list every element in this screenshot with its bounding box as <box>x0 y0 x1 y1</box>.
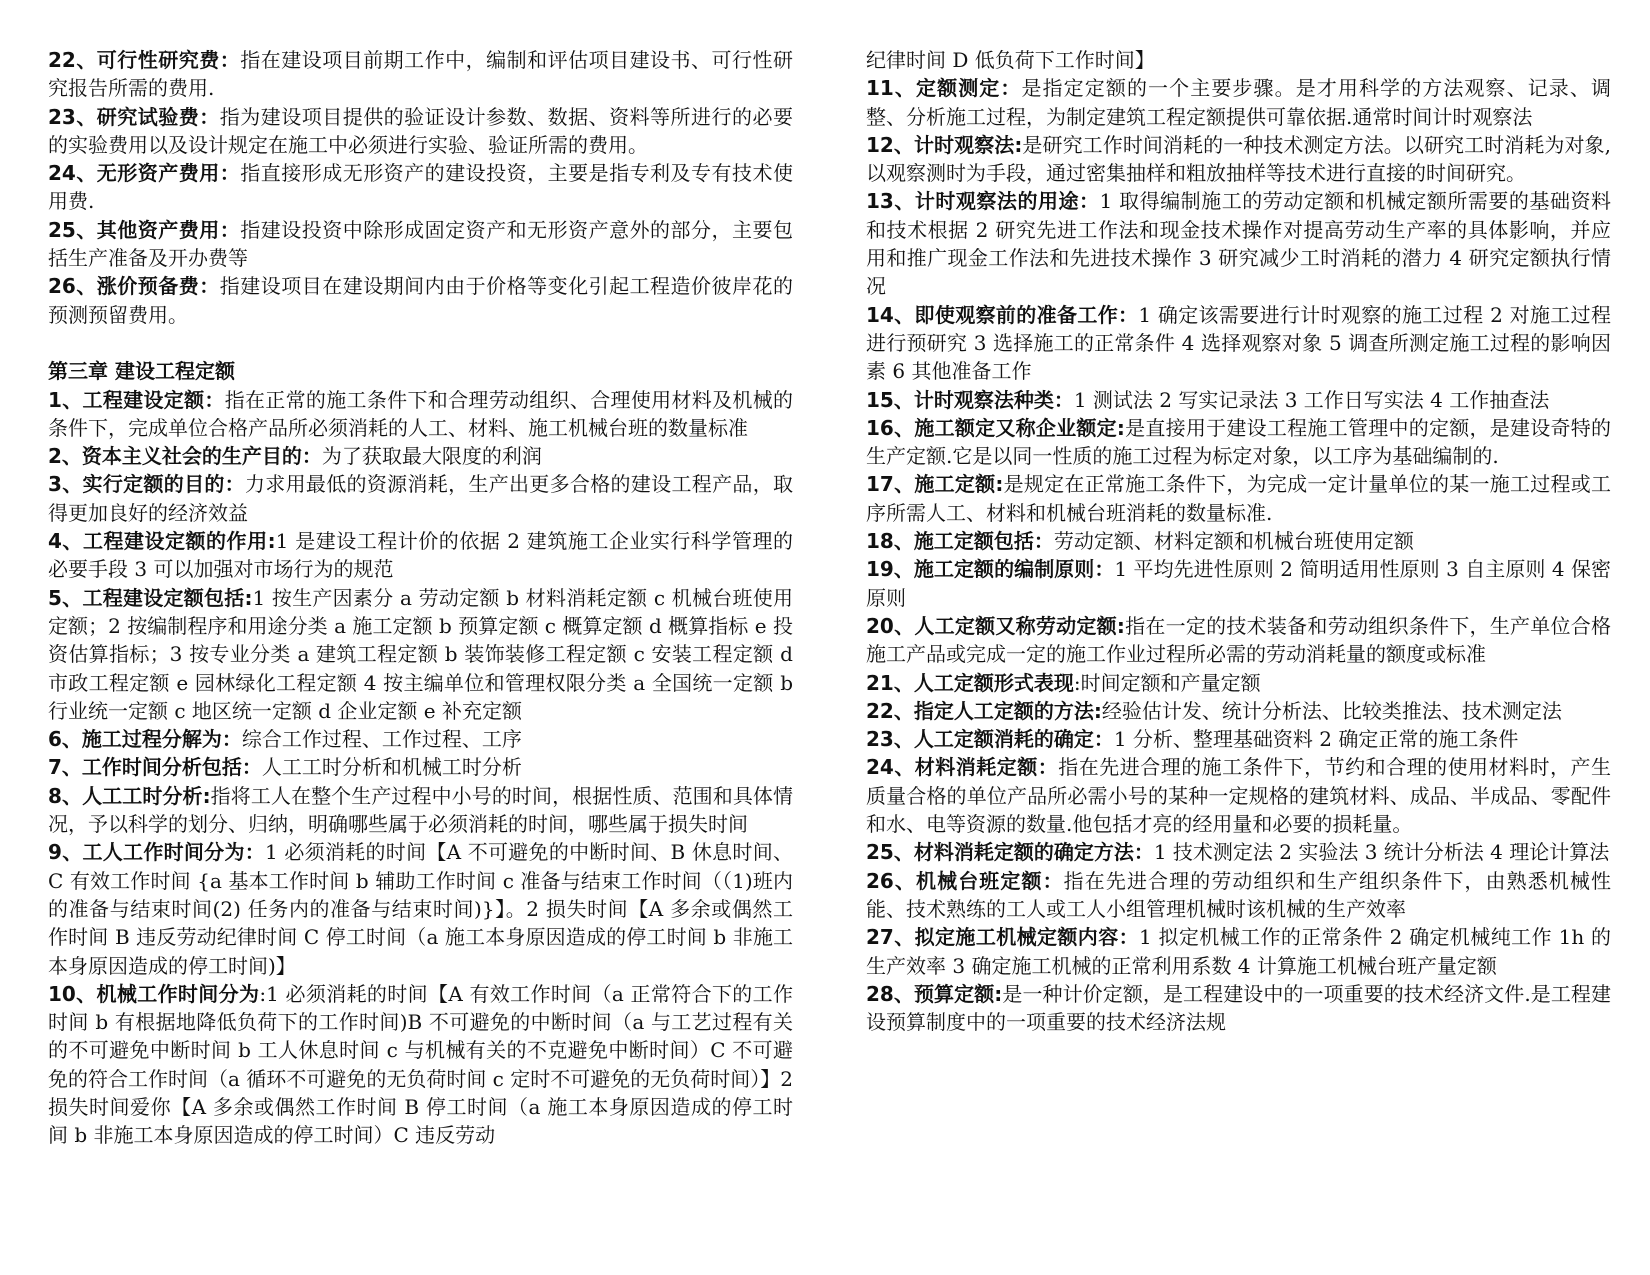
entry-term: 27、拟定施工机械定额内容： <box>866 925 1140 950</box>
entry <box>866 386 1611 414</box>
entry-text: 是一种计价定额，是工程建设中的一项重要的技术经济文件.是工程建设预算制度中的一项重要的技术经济法规 <box>866 981 1611 1035</box>
entry-term: 8、人工工时分析: <box>48 783 211 808</box>
entry-term: 17、施工定额: <box>866 472 1004 497</box>
entry-term: 3、实行定额的目的： <box>48 472 245 497</box>
section-gap <box>48 329 793 357</box>
entry <box>48 216 793 273</box>
entry <box>866 612 1611 669</box>
entry-term: 28、预算定额: <box>866 981 1003 1006</box>
entry-term: 26、机械台班定额： <box>866 868 1064 893</box>
entry <box>48 782 793 839</box>
entry-text: 1 拟定机械工作的正常条件 2 确定机械纯工作 1h 的生产效率 3 确定施工机械的正常利用系数 4 计算施工机械台班产量定额 <box>866 925 1612 978</box>
entry-text: 1 确定该需要进行计时观察的施工过程 2 对施工过程进行预研究 3 选择施工的正常条件 4 选择观察对象 5 调查所测定施工过程的影响因素 6 其他准备工作 <box>866 302 1611 384</box>
entry-text: 指在先进合理的劳动组织和生产组织条件下，由熟悉机械性能、技术熟练的工人或工人小组管理机械时该机械的生产效率 <box>866 868 1611 921</box>
entry <box>866 753 1611 838</box>
entry <box>48 980 793 1150</box>
entry-term: 2、资本主义社会的生产目的： <box>48 444 322 469</box>
entry-text: 指直接形成无形资产的建设投资，主要是指专利及专有技术使用费. <box>48 161 793 214</box>
entry-term: 13、计时观察法的用途： <box>866 189 1100 214</box>
entry-term: 24、无形资产费用： <box>48 161 241 186</box>
entry-text: 指将工人在整个生产过程中小号的时间，根据性质、范围和具体情况，予以科学的划分、归纳，明确哪些属于必须消耗的时间，哪些属于损失时间 <box>48 783 794 837</box>
entry-text: :时间定额和产量定额 <box>1073 670 1261 695</box>
entry-term: 25、其他资产费用： <box>48 217 241 242</box>
entry-text: 指建设项目在建设期间内由于价格等变化引起工程造价彼岸花的预测预留费用。 <box>48 274 794 327</box>
entry-text: 经验估计发、统计分析法、比较类推法、技术测定法 <box>1101 698 1562 723</box>
entry-text: 为了获取最大限度的利润 <box>321 444 542 469</box>
entry-text: 1 技术测定法 2 实验法 3 统计分析法 4 理论计算法 <box>1153 840 1610 865</box>
entry-text: 是直接用于建设工程施工管理中的定额，是建设奇特的生产定额.它是以同一性质的施工过程为标定对象，以工序为基础编制的. <box>866 415 1611 469</box>
entry-term: 22、指定人工定额的方法: <box>866 698 1102 723</box>
entry-term: 14、即使观察前的准备工作： <box>866 302 1139 327</box>
entry-text: 是指定定额的一个主要步骤。是才用科学的方法观察、记录、调整、分析施工过程，为制定建筑工程定额提供可靠依据.通常时间计时观察法 <box>866 76 1611 129</box>
entry <box>866 669 1611 697</box>
entry-term: 16、施工额定又称企业额定: <box>866 415 1125 440</box>
entry-text: 1 按生产因素分 a 劳动定额 b 材料消耗定额 c 机械台班使用定额；2 按编制程序和用途分类 a 施工定额 b 预算定额 c 概算定额 d 概算指标 e 投资估算指标；3 按专业分类 a 建筑工程定额 b 装饰装修工程定额 c 安装工程定额 d 市政工程定额 e 园林绿化工程定额 4 按主编单位和管理权限分类 a 全国统一定额 b 行业统一定额 c 地区统一定额 d 企业定额 e 补充定额 <box>48 585 793 723</box>
entry-term: 15、计时观察法种类： <box>866 387 1074 412</box>
entry <box>48 46 793 103</box>
entry <box>866 725 1611 753</box>
entry <box>866 301 1611 386</box>
entry-term: 22、可行性研究费： <box>48 48 241 72</box>
entry <box>866 555 1611 612</box>
entry <box>866 414 1611 471</box>
entry <box>48 442 793 470</box>
entry-term: 4、工程建设定额的作用: <box>48 529 276 554</box>
entry-text: 是研究工作时间消耗的一种技术测定方法。以研究工时消耗为对象,以观察测时为手段，通过密集抽样和粗放抽样等技术进行直接的时间研究。 <box>866 132 1611 186</box>
entry-term: 7、工作时间分析包括： <box>48 755 262 780</box>
entry-term: 12、计时观察法: <box>866 132 1023 157</box>
entry-text: 1 必须消耗的时间【A 不可避免的中断时间、B 休息时间、C 有效工作时间 {a 基本工作时间 b 辅助工作时间 c 准备与结束工作时间（（1)班内的准备与结束时间(2) 任务内的准备与结束时间)}】。2 损失时间【A 多余或偶然工作时间 B 违反劳动纪律时间 C 停工时间（a 施工本身原因造成的停工时间 b 非施工本身原因造成的停工时间)】 <box>48 840 793 978</box>
entry-text: 1 分析、整理基础资料 2 确定正常的施工条件 <box>1113 727 1519 752</box>
entry <box>866 697 1611 725</box>
entry-text: 指在先进合理的施工条件下，节约和合理的使用材料时，产生质量合格的单位产品所必需小号的某种一定规格的建筑材料、成品、半成品、零配件和水、电等资源的数量.他包括才亮的经用量和必要的损耗量。 <box>866 755 1611 837</box>
entry-text: 指建设投资中除形成固定资产和无形资产意外的部分，主要包括生产准备及开办费等 <box>48 217 793 271</box>
entry-term: 1、工程建设定额： <box>48 387 225 412</box>
entry-term: 21、人工定额形式表现 <box>866 670 1074 695</box>
entry-term: 10、机械工作时间分为 <box>48 981 260 1006</box>
entry-term: 20、人工定额又称劳动定额: <box>866 613 1125 638</box>
entry <box>48 272 793 329</box>
entry <box>866 923 1611 980</box>
entry-term: 18、施工定额包括： <box>866 529 1054 554</box>
entry-term: 19、施工定额的编制原则： <box>866 557 1115 582</box>
entry <box>866 187 1611 300</box>
entry-term: 6、施工过程分解为： <box>48 727 242 752</box>
entry-text: 1 取得编制施工的劳动定额和机械定额所需要的基础资料和技术根据 2 研究先进工作法和现金技术操作对提高劳动生产率的具体影响，并应用和推广现金工作法和先进技术操作 3 研究减少工时消耗的潜力 4 研究定额执行情况 <box>866 189 1611 299</box>
entry-term: 25、材料消耗定额的确定方法： <box>866 840 1154 865</box>
entry <box>866 131 1611 188</box>
entry-text: 指在正常的施工条件下和合理劳动组织、合理使用材料及机械的条件下，完成单位合格产品所必须消耗的人工、材料、施工机械台班的数量标准 <box>48 387 793 440</box>
entry <box>48 725 793 753</box>
entry-text: 劳动定额、材料定额和机械台班使用定额 <box>1053 529 1414 554</box>
entry-text: 是规定在正常施工条件下，为完成一定计量单位的某一施工过程或工序所需人工、材料和机械台班消耗的数量标准. <box>866 472 1611 525</box>
entry <box>866 867 1611 924</box>
entry <box>48 584 793 725</box>
entry <box>48 470 793 527</box>
entry <box>866 74 1611 131</box>
entry <box>48 159 793 216</box>
entry-term: 24、材料消耗定额： <box>866 755 1059 780</box>
entry-term: 9、工人工作时间分为： <box>48 840 266 865</box>
chapter-title: 第三章 建设工程定额 <box>48 359 235 384</box>
entry-text: 指为建设项目提供的验证设计参数、数据、资料等所进行的必要的实验费用以及设计规定在施工中必须进行实验、验证所需的费用。 <box>48 104 794 157</box>
entry-text: 1 平均先进性原则 2 简明适用性原则 3 自主原则 4 保密原则 <box>866 557 1611 610</box>
entry-term: 26、涨价预备费： <box>48 274 220 299</box>
right-column <box>866 46 1611 1036</box>
left-column <box>48 46 793 1150</box>
entry <box>48 753 793 781</box>
entry <box>866 980 1611 1037</box>
entry <box>48 838 793 979</box>
entry-term: 11、定额测定： <box>866 76 1022 101</box>
entry <box>866 470 1611 527</box>
entry-text: 指在建设项目前期工作中，编制和评估项目建设书、可行性研究报告所需的费用. <box>48 48 793 101</box>
continuation-text: 纪律时间 D 低负荷下工作时间】 <box>866 48 1155 72</box>
entry-term: 23、人工定额消耗的确定： <box>866 727 1114 752</box>
entry <box>48 527 793 584</box>
entry <box>866 527 1611 555</box>
entry-text: 1 是建设工程计价的依据 2 建筑施工企业实行科学管理的必要手段 3 可以加强对市场行为的规范 <box>48 529 793 582</box>
entry-term: 23、研究试验费： <box>48 104 220 129</box>
entry <box>866 838 1611 866</box>
entry-text: 人工工时分析和机械工时分析 <box>261 755 522 780</box>
entry-text: 指在一定的技术装备和劳动组织条件下，生产单位合格施工产品或完成一定的施工作业过程所必需的劳动消耗量的额度或标准 <box>866 613 1611 667</box>
entry-term: 5、工程建设定额包括: <box>48 585 253 610</box>
entry-text: 力求用最低的资源消耗，生产出更多合格的建设工程产品，取得更加良好的经济效益 <box>48 472 794 525</box>
entry-text: 综合工作过程、工作过程、工序 <box>241 727 522 752</box>
entry-text: :1 必须消耗的时间【A 有效工作时间（a 正常符合下的工作时间 b 有根据地降低负荷下的工作时间)B 不可避免的中断时间（a 与工艺过程有关的不可避免中断时间 b 工人休息时间 c 与机械有关的不克避免中断时间）C 不可避免的符合工作时间（a 循环不可避免的无负荷时间 c 定时不可避免的无负荷时间）】2 损失时间爱你【A 多余或偶然工作时间 B 停工时间（a 施工本身原因造成的停工时间 b 非施工本身原因造成的停工时间）C 违反劳动 <box>48 981 793 1148</box>
entry <box>48 103 793 160</box>
entry <box>48 386 793 443</box>
entry-text: 1 测试法 2 写实记录法 3 工作日写实法 4 工作抽查法 <box>1073 387 1550 412</box>
